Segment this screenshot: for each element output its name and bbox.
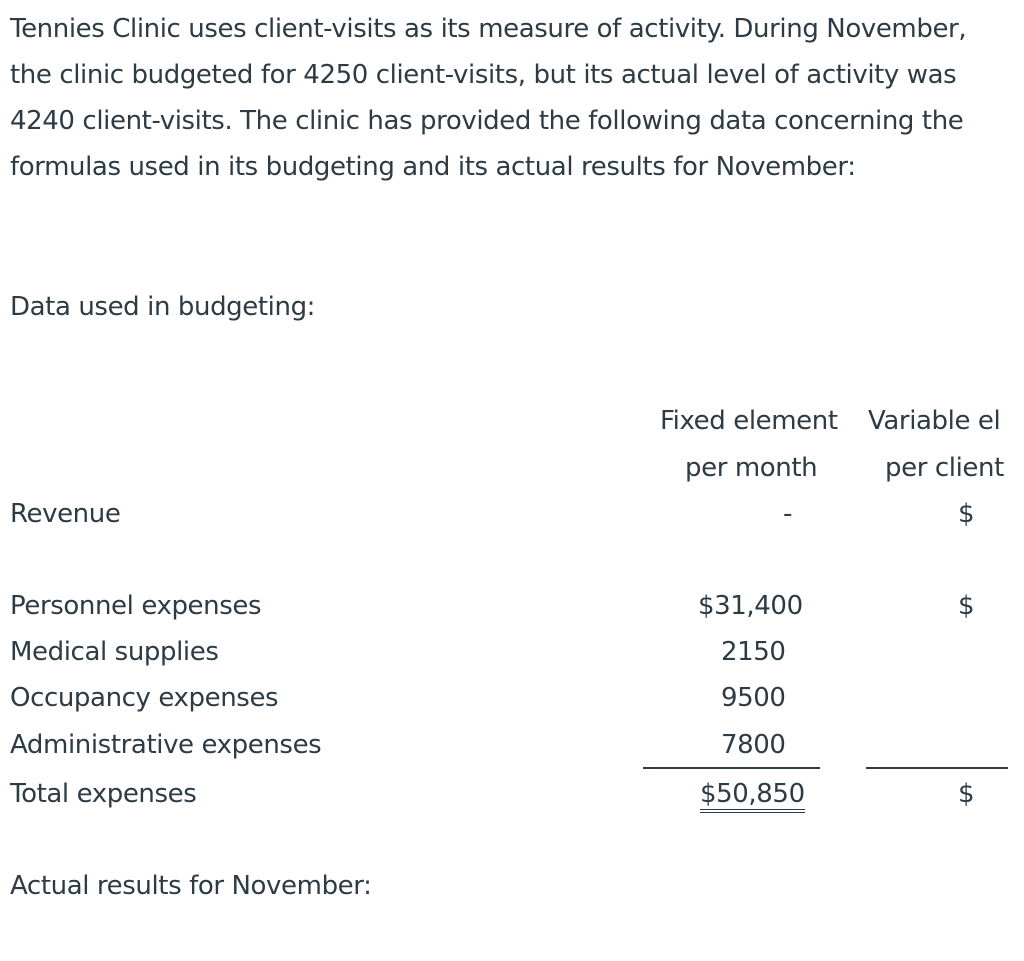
budget-section-label: Data used in budgeting: [10, 292, 316, 322]
personnel-fixed-value: $31,400 [698, 591, 803, 621]
administrative-fixed-value: 7800 [721, 730, 786, 760]
fixed-total-rule [643, 767, 820, 769]
total-fixed-value [700, 779, 805, 813]
total-variable-value: $ [958, 779, 975, 809]
revenue-fixed-value: - [783, 499, 792, 529]
revenue-variable-value: $ [958, 499, 975, 529]
actual-section-label: Actual results for November: [10, 871, 372, 901]
variable-column-header-line1: Variable el [868, 406, 1001, 436]
fixed-column-header-line2: per month [685, 453, 818, 483]
row-label-revenue: Revenue [10, 499, 121, 529]
problem-intro: Tennies Clinic uses client-visits as its measure of activity. During November, the clinic budgeted for 4250 client-visits, but its actual level of activity was 4240 client-visits. The clinic has provided the following data concerning the formulas used in its budgeting and its actual results for November: [10, 14, 967, 182]
total-fixed-amount: $50,850 [700, 779, 805, 813]
occupancy-fixed-value: 9500 [721, 683, 786, 713]
variable-column-header-line2: per client [885, 453, 1004, 483]
fixed-column-header-line1: Fixed element [660, 406, 838, 436]
row-label-personnel: Personnel expenses [10, 591, 262, 621]
medical-supplies-fixed-value: 2150 [721, 637, 786, 667]
row-label-occupancy: Occupancy expenses [10, 683, 279, 713]
row-label-medical-supplies: Medical supplies [10, 637, 219, 667]
row-label-administrative: Administrative expenses [10, 730, 322, 760]
row-label-total-expenses: Total expenses [10, 779, 197, 809]
personnel-variable-value: $ [958, 591, 975, 621]
variable-total-rule [866, 767, 1008, 769]
